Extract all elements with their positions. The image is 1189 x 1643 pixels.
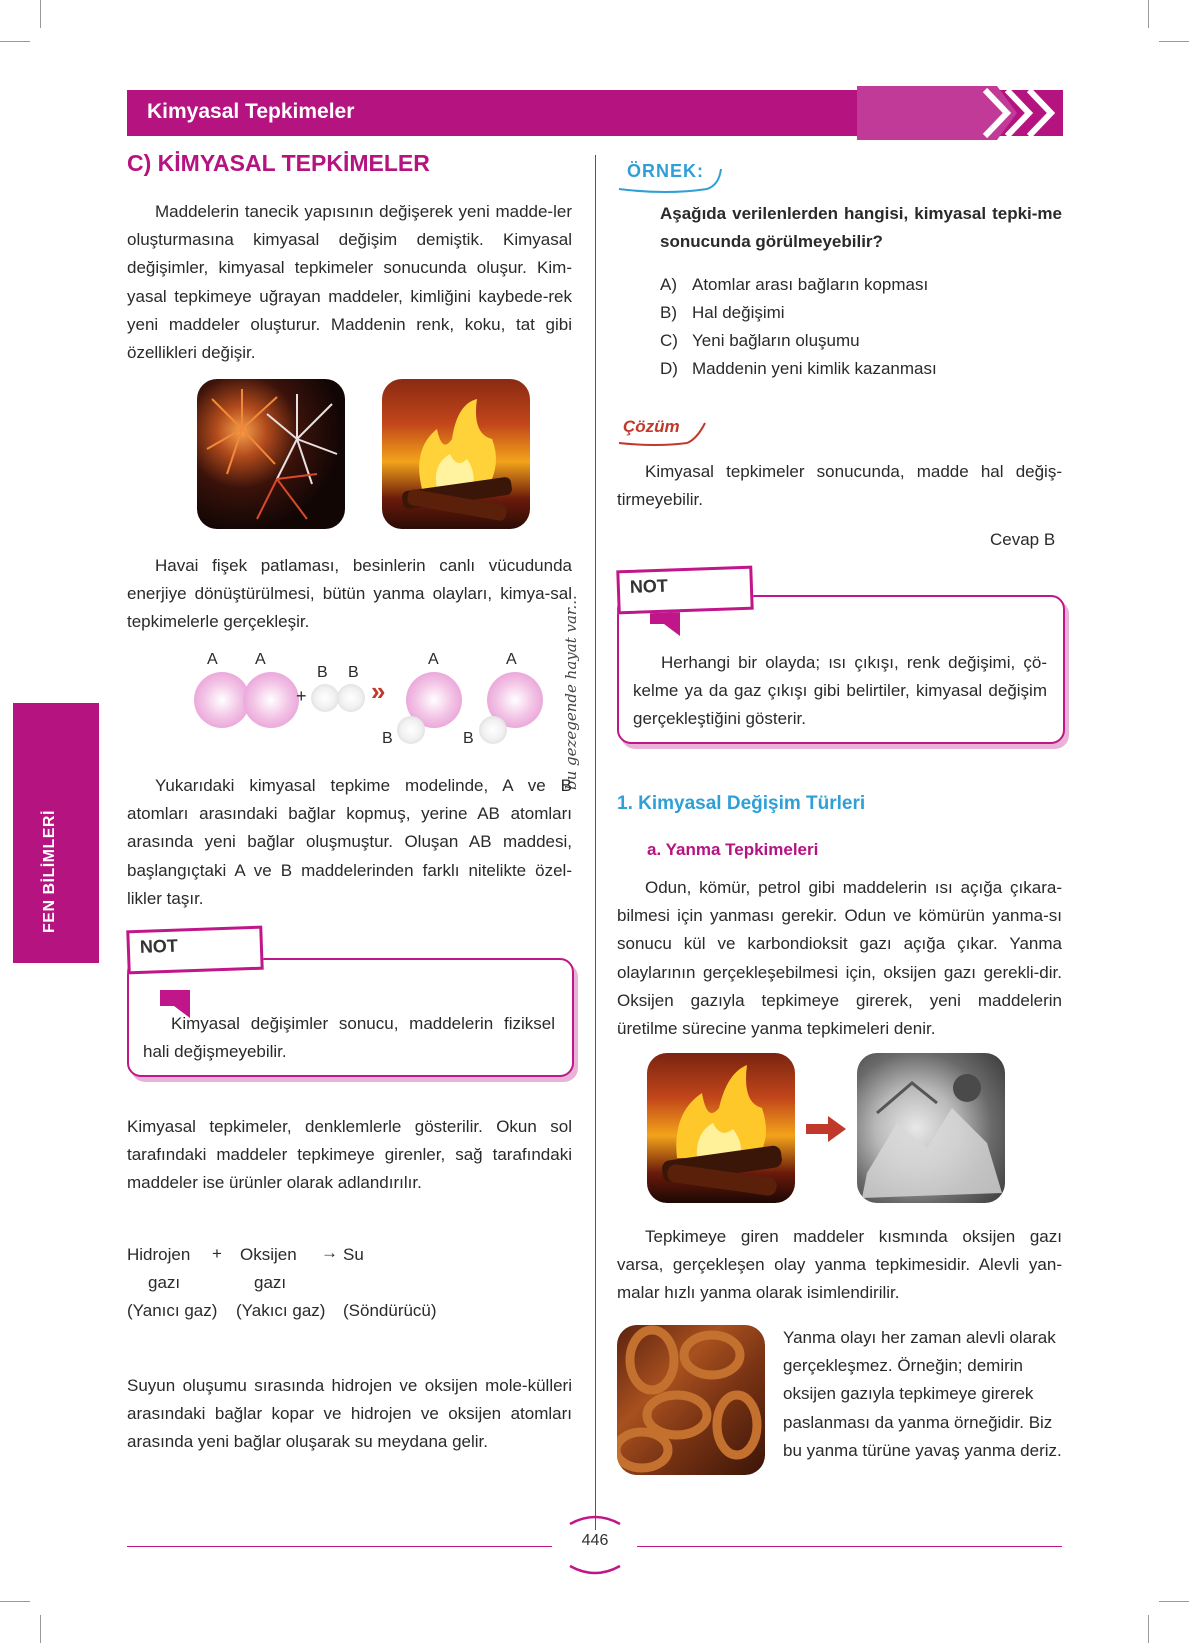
right-arrow-icon (806, 1116, 846, 1142)
note-tag-label: NOT (629, 575, 669, 597)
atom-label-a: A (207, 651, 218, 668)
hydrogen-state: gazı (148, 1273, 181, 1292)
atom-label-b: B (382, 730, 393, 747)
note-tag (616, 566, 753, 615)
fireworks-photo (197, 379, 345, 529)
footer-line (637, 1546, 1062, 1547)
ash-photo (857, 1053, 1005, 1203)
options-list (660, 271, 1060, 383)
crop-mark (1148, 1615, 1149, 1643)
atom-b (397, 716, 425, 744)
crop-mark (40, 0, 41, 28)
chapter-header (127, 90, 1063, 136)
equation-intro: Kimyasal tepkimeler, denklemlerle gösterilir. Okun sol tarafındaki maddeler tepkimeye girenler, sağ tarafındaki maddeler ise ürünler olarak adlandırılır. (127, 1117, 572, 1193)
oxygen-note: (Yakıcı gaz) (236, 1301, 326, 1320)
subsubsection-title: a. Yanma Tepkimeleri (647, 840, 819, 859)
note-text: Kimyasal değişimler sonucu, maddelerin fiziksel hali değişmeyebilir. (143, 1014, 555, 1062)
option-text: Hal değişimi (692, 303, 785, 322)
example-label: ÖRNEK: (627, 161, 704, 181)
atom-label-a: A (428, 651, 439, 668)
oxygen-state: gazı (254, 1273, 287, 1292)
water-note: (Söndürücü) (343, 1301, 437, 1320)
option-text: Yeni bağların oluşumu (692, 331, 860, 350)
hydrogen-note: (Yanıcı gaz) (127, 1301, 218, 1320)
rusty-chain-photo (617, 1325, 765, 1475)
option-b (660, 299, 1060, 327)
option-key: C) (660, 331, 678, 350)
question-text: Aşağıda verilenlerden hangisi, kimyasal tepki-me sonucunda görülmeyebilir? (660, 204, 1062, 252)
atom-b (337, 684, 365, 712)
note-tag (126, 926, 263, 975)
fireworks-paragraph: Havai fişek patlaması, besinlerin canlı vücudunda enerjiye dönüştürülmesi, bütün yanma olayları, kimya-sal tepkimelerle gerçekleşir. (127, 556, 572, 632)
crop-mark (40, 1615, 41, 1643)
burning-paragraph: Odun, kömür, petrol gibi maddelerin ısı açığa çıkara-bilmesi için yanması gerekir. Odun ve kömürün yanma-sı sonucu kül ve karbondioksit gazı açığa çıkar. Yanma olaylarının gerçekleşebilmesi için, oksijen gazı gerekli-dir. Oksijen gazıyla tepkimeye girerek, yeni maddelerin üretilme sürecine yanma tepkimeleri denir. (617, 878, 1062, 1039)
flame-icon (647, 1053, 795, 1203)
burning-wood-photo (647, 1053, 795, 1203)
note-pointer-icon (160, 990, 196, 1020)
crop-mark (0, 41, 30, 42)
ash-icon (857, 1053, 1005, 1203)
atom-label-b: B (317, 664, 328, 681)
plus-sign: + (212, 1244, 222, 1263)
reaction-arrow-icon: » (371, 676, 386, 706)
atom-b (479, 716, 507, 744)
slow-burning-paragraph: Yanma olayı her zaman alevli olarak gerçekleşmez. Örneğin; demirin oksijen gazıyla tepkimeye girerek paslanması da yanma örneğidir. Biz bu yanma türüne yavaş yanma deriz. (783, 1328, 1062, 1460)
crop-mark (1159, 1601, 1189, 1602)
arrow-icon: → (321, 1243, 338, 1262)
subject-label: FEN BİLİMLERİ (41, 810, 58, 933)
option-c (660, 327, 1060, 355)
campfire-photo (382, 379, 530, 529)
fast-burning-paragraph: Tepkimeye giren maddeler kısmında oksijen gazı varsa, gerçekleşen olay yanma tepkimesidir. Alevli yan-malar hızlı yanma olarak isimlendirilir. (617, 1227, 1062, 1303)
solution-text: Kimyasal tepkimeler sonucunda, madde hal değiş-tirmeyebilir. (617, 462, 1062, 510)
chapter-title: Kimyasal Tepkimeler (147, 100, 355, 123)
fireworks-icon (197, 379, 345, 529)
answer-text: Cevap B (990, 530, 1056, 549)
product-water: Su (343, 1245, 364, 1264)
option-d (660, 355, 1060, 383)
model-paragraph: Yukarıdaki kimyasal tepkime modelinde, A ve B atomları arasındaki bağlar kopmuş, yerine AB atomları arasında yeni bağlar oluşmuştur. Oluşan AB maddesi, başlangıçtaki A ve B maddelerinden farklı nitelikte özel-likler taşır. (127, 776, 572, 908)
note-text: Herhangi bir olayda; ısı çıkışı, renk değişimi, çö-kelme ya da gaz çıkışı gibi belirtiler, kimyasal değişim gerçekleştiğini gösterir. (633, 653, 1047, 729)
atom-label-a: A (506, 651, 517, 668)
intro-paragraph: Maddelerin tanecik yapısının değişerek yeni madde-ler oluşturmasına kimyasal değişim demiştik. Kimyasal değişimler, kimyasal tepkimeler sonucunda oluşur. Kim-yasal tepkimeye uğrayan maddeler, kimliğini kaybede-rek yeni maddeler oluşturur. Maddenin renk, koku, tat gibi özellikleri değişir. (127, 202, 572, 363)
solution-label: Çözüm (623, 417, 680, 436)
option-text: Maddenin yeni kimlik kazanması (692, 359, 937, 378)
option-a (660, 271, 1060, 299)
crop-mark (0, 1601, 30, 1602)
water-paragraph: Suyun oluşumu sırasında hidrojen ve oksijen mole-külleri arasındaki bağlar kopar ve hidrojen ve oksijen atomları arasında yeni bağlar oluşarak su meydana gelir. (127, 1376, 572, 1452)
column-divider (595, 155, 596, 1530)
reactant-hydrogen: Hidrojen (127, 1245, 191, 1264)
option-key: B) (660, 303, 677, 322)
plus-sign: + (296, 686, 307, 706)
atom-b (311, 684, 339, 712)
crop-mark (1159, 41, 1189, 42)
chain-icon (617, 1325, 765, 1475)
option-key: A) (660, 275, 677, 294)
section-title: C) KİMYASAL TEPKİMELER (127, 150, 430, 176)
atom-a (194, 672, 250, 728)
atom-label-b: B (463, 730, 474, 747)
subsection-title: 1. Kimyasal Değişim Türleri (617, 793, 866, 814)
flame-icon (382, 379, 530, 529)
footer-line (127, 1546, 552, 1547)
option-text: Atomlar arası bağların kopması (692, 275, 929, 294)
chevron-arrows-icon (857, 86, 1067, 140)
option-key: D) (660, 359, 678, 378)
note-tag-label: NOT (139, 935, 179, 957)
atom-label-b: B (348, 664, 359, 681)
atom-a (243, 672, 299, 728)
subject-sidebar (13, 703, 99, 963)
page-number: 446 (581, 1532, 609, 1549)
atom-label-a: A (255, 651, 266, 668)
reactant-oxygen: Oksijen (240, 1245, 297, 1264)
crop-mark (1148, 0, 1149, 28)
